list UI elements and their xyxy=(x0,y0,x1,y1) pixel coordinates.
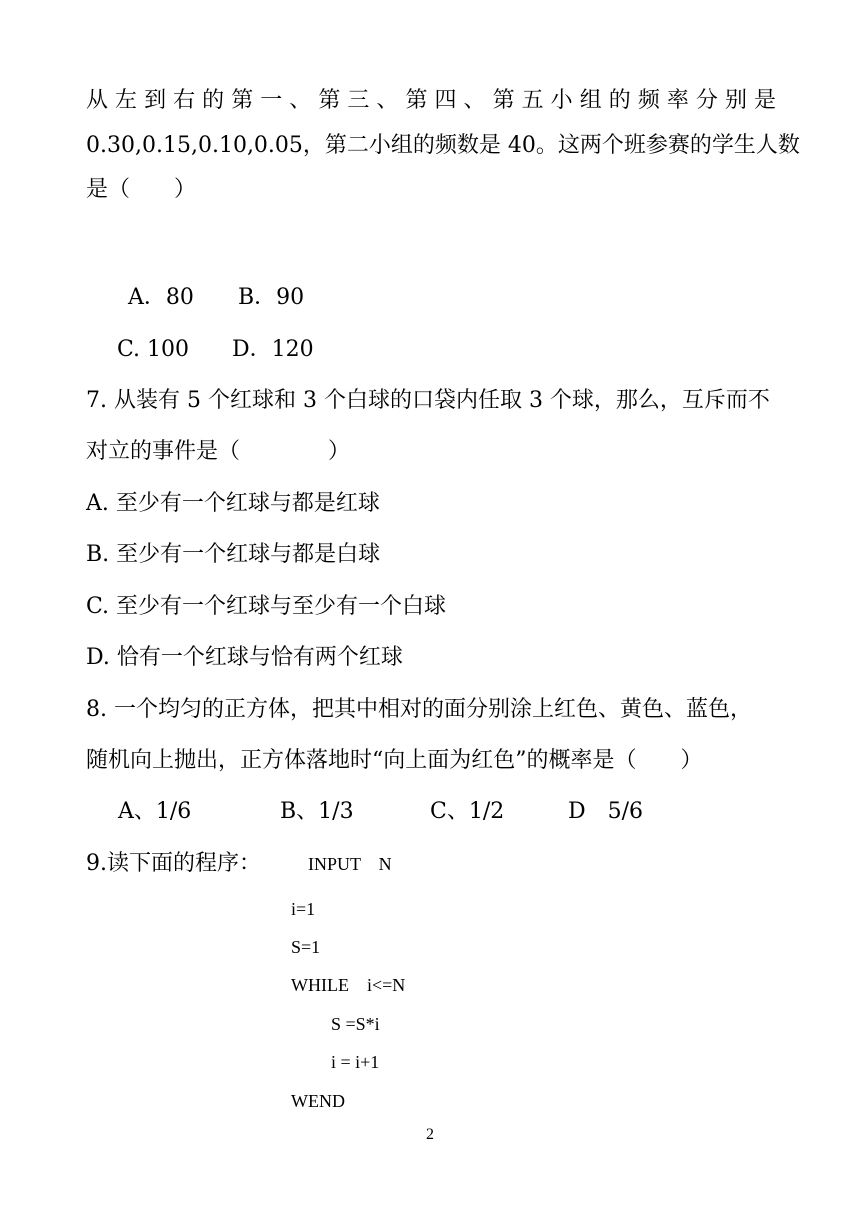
q7-option-c: C. 至少有一个红球与至少有一个白球 xyxy=(86,594,447,619)
q8-option-c: C、1/2 xyxy=(430,799,505,824)
q8-text-line-1: 8. 一个均匀的正方体，把其中相对的面分别涂上红色、黄色、蓝色， xyxy=(86,697,752,722)
q7-text-line-1: 7. 从装有 5 个红球和 3 个白球的口袋内任取 3 个球，那么，互斥而不 xyxy=(86,388,770,413)
q7-option-b: B. 至少有一个红球与都是白球 xyxy=(86,542,381,567)
q8-text-line-2: 随机向上抛出，正方体落地时“向上面为红色”的概率是（ ） xyxy=(86,748,703,773)
q6-option-d: D．120 xyxy=(232,337,314,362)
q7-option-a: A. 至少有一个红球与都是红球 xyxy=(86,491,380,516)
q6-text-line-1: 从左到右的第一、第三、第四、第五小组的频率分别是 xyxy=(86,88,776,113)
q8-option-d: D 5/6 xyxy=(568,799,644,824)
page-number: 2 xyxy=(426,1126,434,1143)
q8-option-b: B、1/3 xyxy=(280,799,354,824)
code-line-increment: i = i+1 xyxy=(331,1052,380,1072)
q6-option-b: B．90 xyxy=(238,285,305,310)
code-line-input: INPUT N xyxy=(308,854,392,874)
q6-text-line-3: 是（ ） xyxy=(86,177,197,202)
q6-text-line-2: 0.30,0.15,0.10,0.05，第二小组的频数是 40。这两个班参赛的学生人数 xyxy=(86,133,800,158)
code-line-wend: WEND xyxy=(291,1091,345,1111)
code-line-init-i: i=1 xyxy=(291,899,316,919)
code-line-while: WHILE i<=N xyxy=(291,975,406,995)
q6-option-a: A．80 xyxy=(128,285,194,310)
q7-option-d: D. 恰有一个红球与恰有两个红球 xyxy=(86,645,403,670)
q7-text-line-2: 对立的事件是（ ） xyxy=(86,439,351,464)
q6-option-c: C. 100 xyxy=(117,337,190,362)
code-line-init-s: S=1 xyxy=(291,937,321,957)
code-line-multiply: S =S*i xyxy=(331,1014,380,1034)
q9-label: 9.读下面的程序： xyxy=(86,851,261,876)
q8-option-a: A、1/6 xyxy=(118,799,192,824)
